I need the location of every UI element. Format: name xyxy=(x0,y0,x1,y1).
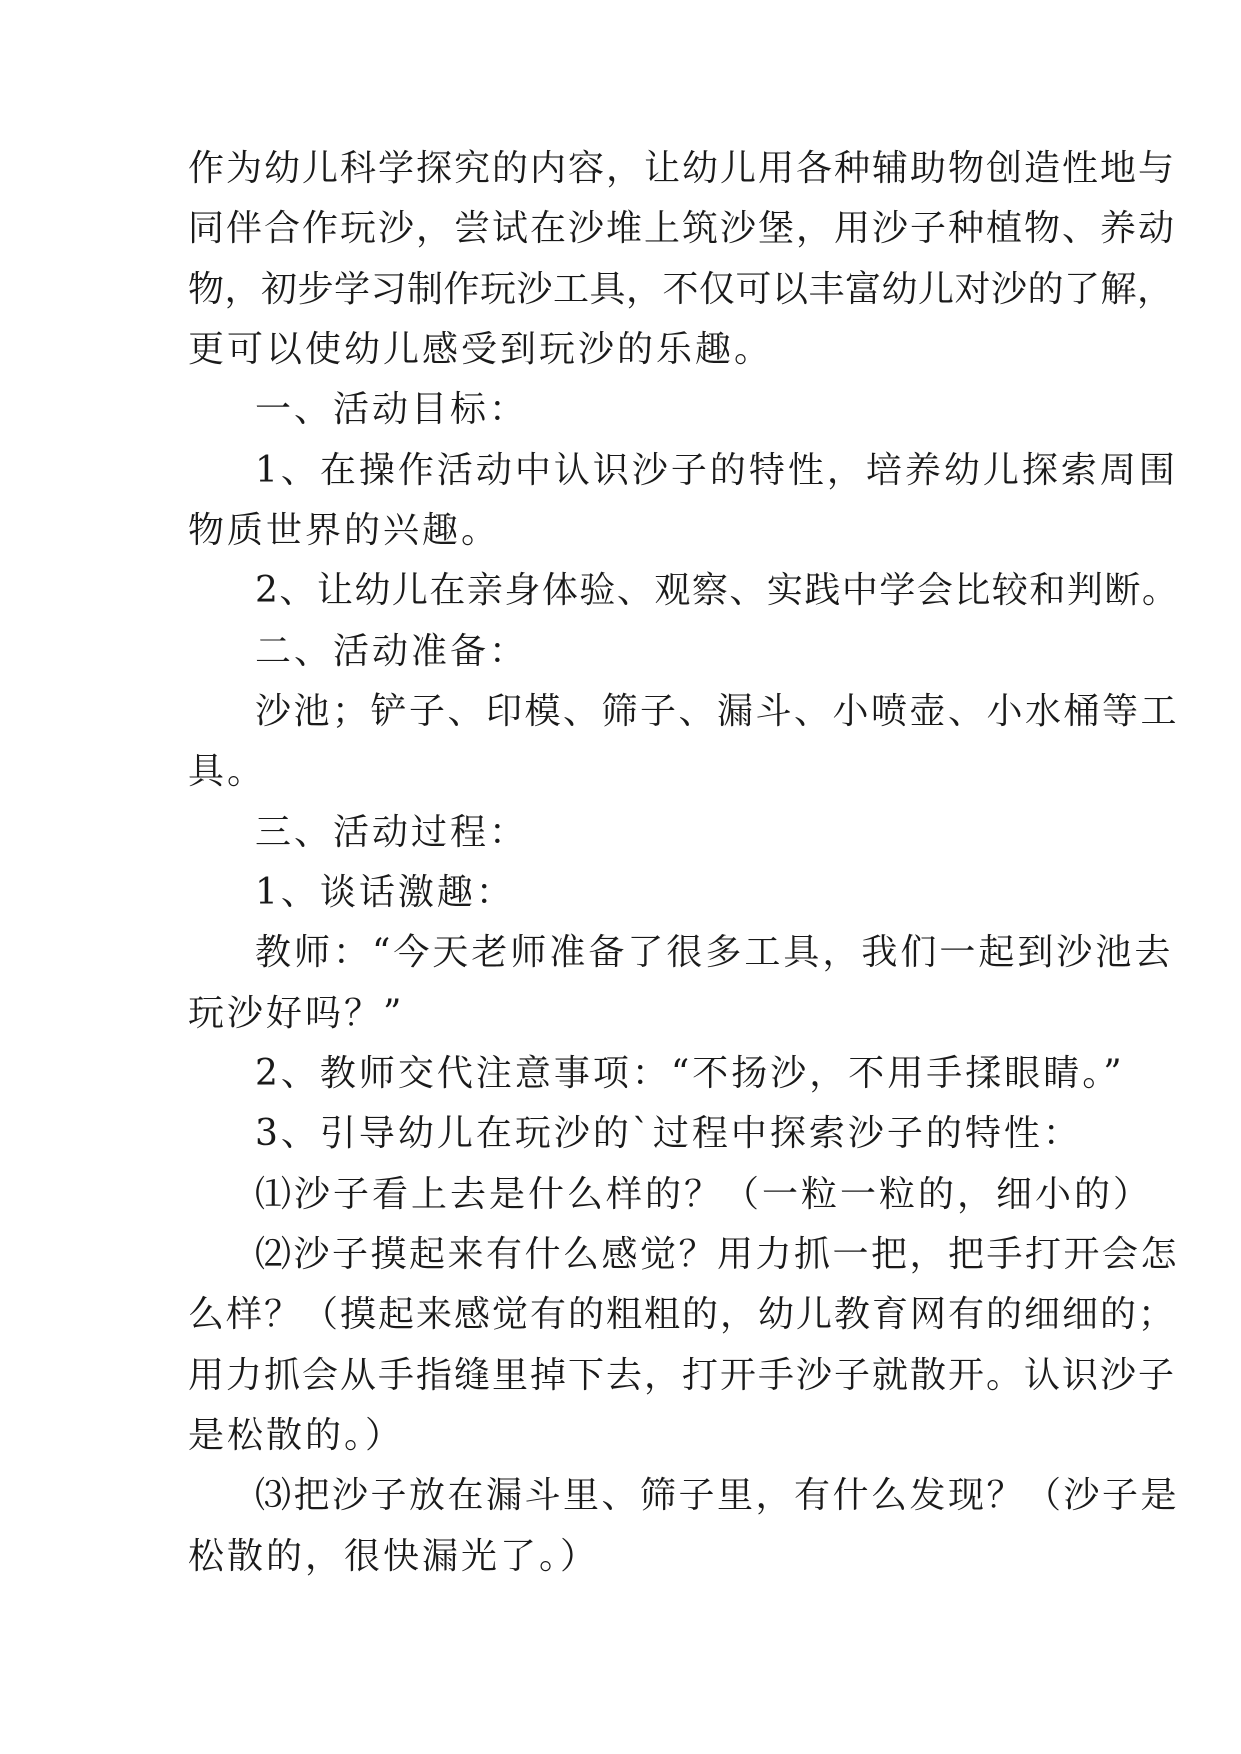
paragraph-line: 同伴合作玩沙，尝试在沙堆上筑沙堡，用沙子种植物、养动 xyxy=(188,208,1177,249)
paragraph-line: 教师：“今天老师准备了很多工具，我们一起到沙池去 xyxy=(255,932,1174,973)
section-heading: 二、活动准备： xyxy=(255,631,529,672)
paragraph-line: 玩沙好吗？” xyxy=(188,993,405,1034)
paragraph-line: ⑴沙子看上去是什么样的？（一粒一粒的，细小的） xyxy=(255,1174,1153,1215)
paragraph-line: 3、引导幼儿在玩沙的`过程中探索沙子的特性： xyxy=(255,1113,1082,1154)
section-heading: 一、活动目标： xyxy=(255,389,529,430)
paragraph-line: ⑶把沙子放在漏斗里、筛子里，有什么发现？（沙子是 xyxy=(255,1475,1180,1516)
paragraph-line: 物，初步学习制作玩沙工具，不仅可以丰富幼儿对沙的了解， xyxy=(188,269,1174,310)
paragraph-line: 1、谈话激趣： xyxy=(255,872,515,913)
section-heading: 三、活动过程： xyxy=(255,812,529,853)
paragraph-line: 2、让幼儿在亲身体验、观察、实践中学会比较和判断。 xyxy=(255,570,1180,611)
paragraph-line: 1、在操作活动中认识沙子的特性，培养幼儿探索周围 xyxy=(255,450,1178,491)
paragraph-line: 么样？（摸起来感觉有的粗粗的，幼儿教育网有的细细的； xyxy=(188,1294,1177,1335)
paragraph-line: 更可以使幼儿感受到玩沙的乐趣。 xyxy=(188,329,774,370)
paragraph-line: 用力抓会从手指缝里掉下去，打开手沙子就散开。认识沙子 xyxy=(188,1355,1177,1396)
paragraph-line: 2、教师交代注意事项：“不扬沙，不用手揉眼睛。” xyxy=(255,1053,1125,1094)
paragraph-line: 沙池；铲子、印模、筛子、漏斗、小喷壶、小水桶等工 xyxy=(255,691,1180,732)
paragraph-line: 松散的，很快漏光了。） xyxy=(188,1536,600,1577)
paragraph-line: ⑵沙子摸起来有什么感觉？用力抓一把，把手打开会怎 xyxy=(255,1234,1180,1275)
paragraph-line: 具。 xyxy=(188,751,267,792)
paragraph-line: 作为幼儿科学探究的内容，让幼儿用各种辅助物创造性地与 xyxy=(188,148,1177,189)
paragraph-line: 是松散的。） xyxy=(188,1415,405,1456)
paragraph-line: 物质世界的兴趣。 xyxy=(188,510,501,551)
